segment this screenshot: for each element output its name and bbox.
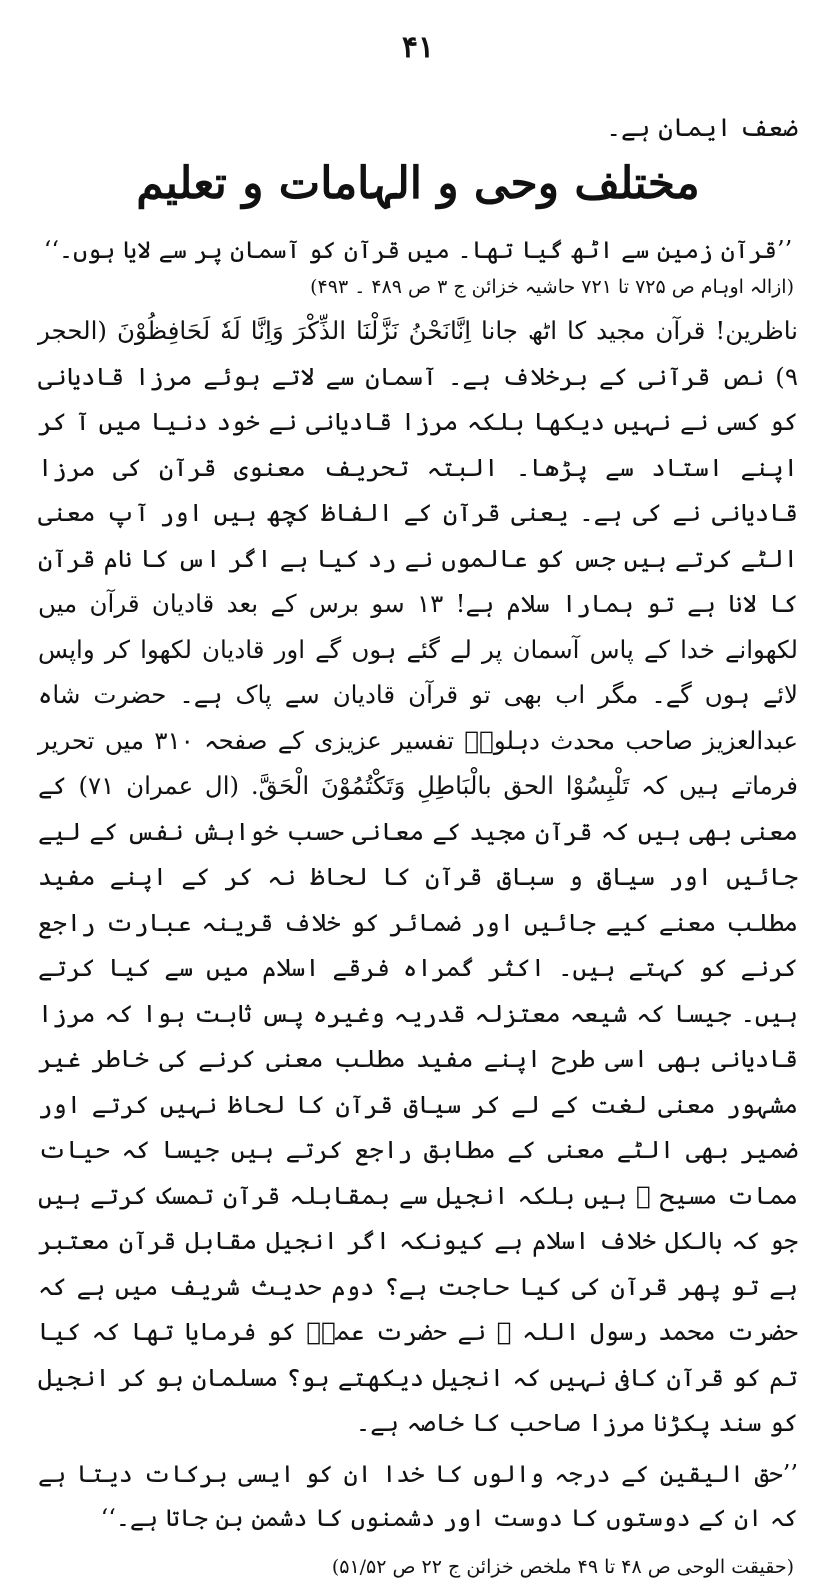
reference-1: (ازالہ اوہام ص ۷۲۵ تا ۷۲۱ حاشیہ خزائن ج ۳ ص ۴۸۹ ۔ ۴۹۳) (310, 276, 794, 298)
quote-2: ’’حق الیقین کے درجہ والوں کا خدا ان کو ایسی برکات دیتا ہے کہ ان کے دوستوں کا دوست اور دشمنوں کا دشمن بن جاتا ہے۔‘‘ (38, 1459, 798, 1532)
opening-line: ضعف ایمان ہے۔ (606, 113, 798, 142)
body-paragraph: ناظرین! قرآن مجید کا اٹھ جانا اِنَّانَحْنُ نَزَّلْنَا الذِّكْرَ وَاِنَّا لَهٗ لَحَافِظُوْنَ (الحجر ۹) نص قرآنی کے برخلاف ہے۔ آسمان سے لاتے ہوئے مرزا قادیانی کو کسی نے نہیں دیکھا بلکہ مرزا قادیانی نے خود دنیا میں آ کر اپنے استاد سے پڑھا۔ البتہ تحریف معنوی قرآن کی مرزا قادیانی نے کی ہے۔ یعنی قرآن کے الفاظ کچھ ہیں اور آپ معنی الٹے کرتے ہیں جس کو عالموں نے رد کیا ہے اگر اس کا نام قرآن کا لانا ہے تو ہمارا سلام ہے! ۱۳ سو برس کے بعد قادیان قرآن میں لکھوانے خدا کے پاس آسمان پر لے گئے ہوں گے اور قادیان لکھوا کر واپس لائے ہوں گے۔ مگر اب بھی تو قرآن قادیان سے پاک ہے۔ حضرت شاہ عبدالعزیز صاحب محدث دہلویؒ تفسیر عزیزی کے صفحہ ۳۱۰ میں تحریر فرماتے ہیں کہ تَلْبِسُوْا الحق بالْبَاطِلِ وَتَكْتُمُوْنَ الْحَقَّ. (ال عمران ۷۱) کے معنی بھی ہیں کہ قرآن مجید کے معانی حسب خواہش نفس کے لیے جائیں اور سیاق و سباق قرآن کا لحاظ نہ کر کے اپنے مفید مطلب معنے کیے جائیں اور ضمائر کو خلاف قرینہ عبارت راجع کرنے کو کہتے ہیں۔ اکثر گمراہ فرقے اسلام میں سے کیا کرتے ہیں۔ جیسا کہ شیعہ معتزلہ قدریہ وغیرہ پس ثابت ہوا کہ مرزا قادیانی بھی اسی طرح اپنے مفید مطلب معنی کرنے کی خاطر غیر مشہور معنی لغت کے لے کر سیاق قرآن کا لحاظ نہیں کرتے اور ضمیر بھی الٹے معنی کے مطابق راجع کرتے ہیں جیسا کہ حیات ممات مسیح ؑ ہیں بلکہ انجیل سے بمقابلہ قرآن تمسک کرتے ہیں جو کہ بالکل خلاف اسلام ہے کیونکہ اگر انجیل مقابل قرآن معتبر ہے تو پھر قرآن کی کیا حاجت ہے؟ دوم حدیث شریف میں ہے کہ حضرت محمد رسول اللہ ﷺ نے حضرت عمرؓ کو فرمایا تھا کہ کیا تم کو قرآن کافی نہیں کہ انجیل دیکھتے ہو؟ مسلمان ہو کر انجیل کو سند پکڑنا مرزا صاحب کا خاصہ ہے۔ (38, 316, 798, 1437)
section-heading: مختلف وحی و الہامات و تعلیم (136, 158, 700, 209)
reference-2: (حقیقت الوحی ص ۴۸ تا ۴۹ ملخص خزائن ج ۲۲ ص ۵۱/۵۲) (331, 1555, 794, 1578)
quote-1: ’’قرآن زمین سے اٹھ گیا تھا۔ میں قرآن کو آسمان پر سے لایا ہوں۔‘‘ (43, 236, 793, 264)
page-number: ۴۱ (401, 30, 435, 65)
